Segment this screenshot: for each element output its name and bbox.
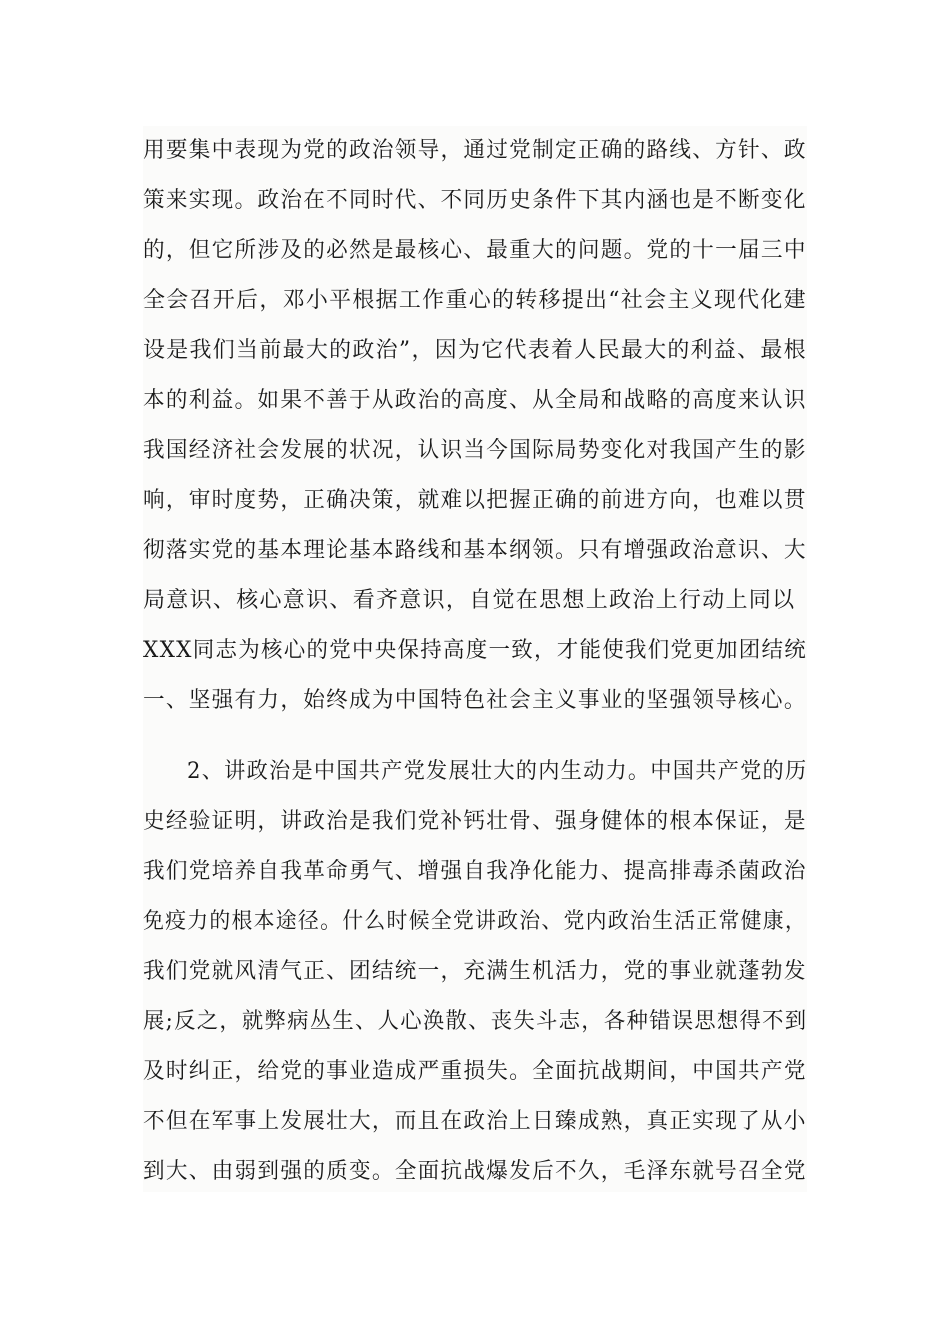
text-line: 设是我们当前最大的政治”，因为它代表着人民最大的利益、最根 — [143, 338, 807, 363]
paragraph-1 — [143, 126, 807, 730]
text-line: 一、坚强有力，始终成为中国特色社会主义事业的坚强领导核心。 — [143, 688, 807, 713]
text-line: 局意识、核心意识、看齐意识，自觉在思想上政治上行动上同以 — [143, 588, 796, 613]
text-line: 策来实现。政治在不同时代、不同历史条件下其内涵也是不断变化 — [143, 188, 807, 213]
text-line: 彻落实党的基本理论基本路线和基本纲领。只有增强政治意识、大 — [143, 538, 807, 563]
paragraph-2 — [143, 730, 807, 1192]
text-line: 及时纠正，给党的事业造成严重损失。全面抗战期间，中国共产党 — [143, 1059, 807, 1084]
text-line: 到大、由弱到强的质变。全面抗战爆发后不久，毛泽东就号召全党 — [143, 1159, 807, 1184]
text-line: 本的利益。如果不善于从政治的高度、从全局和战略的高度来认识 — [143, 388, 807, 413]
text-line: 免疫力的根本途径。什么时候全党讲政治、党内政治生活正常健康， — [143, 909, 808, 934]
text-line: XXX同志为核心的党中央保持高度一致，才能使我们党更加团结统 — [143, 638, 807, 663]
text-line: 2、讲政治是中国共产党发展壮大的内生动力。中国共产党的历 — [187, 759, 808, 784]
text-line: 用要集中表现为党的政治领导，通过党制定正确的路线、方针、政 — [143, 138, 807, 163]
text-line: 展;反之，就弊病丛生、人心涣散、丧失斗志，各种错误思想得不到 — [143, 1009, 808, 1034]
text-line: 我们党培养自我革命勇气、增强自我净化能力、提高排毒杀菌政治 — [143, 859, 807, 884]
text-line: 不但在军事上发展壮大，而且在政治上日臻成熟，真正实现了从小 — [143, 1109, 807, 1134]
text-line: 的，但它所涉及的必然是最核心、最重大的问题。党的十一届三中 — [143, 238, 807, 263]
text-line: 全会召开后，邓小平根据工作重心的转移提出“社会主义现代化建 — [143, 288, 807, 313]
text-line: 我们党就风清气正、团结统一，充满生机活力，党的事业就蓬勃发 — [143, 959, 807, 984]
text-line: 响，审时度势，正确决策，就难以把握正确的前进方向，也难以贯 — [143, 488, 807, 513]
text-line: 史经验证明，讲政治是我们党补钙壮骨、强身健体的根本保证，是 — [143, 809, 807, 834]
text-line: 我国经济社会发展的状况，认识当今国际局势变化对我国产生的影 — [143, 438, 807, 463]
